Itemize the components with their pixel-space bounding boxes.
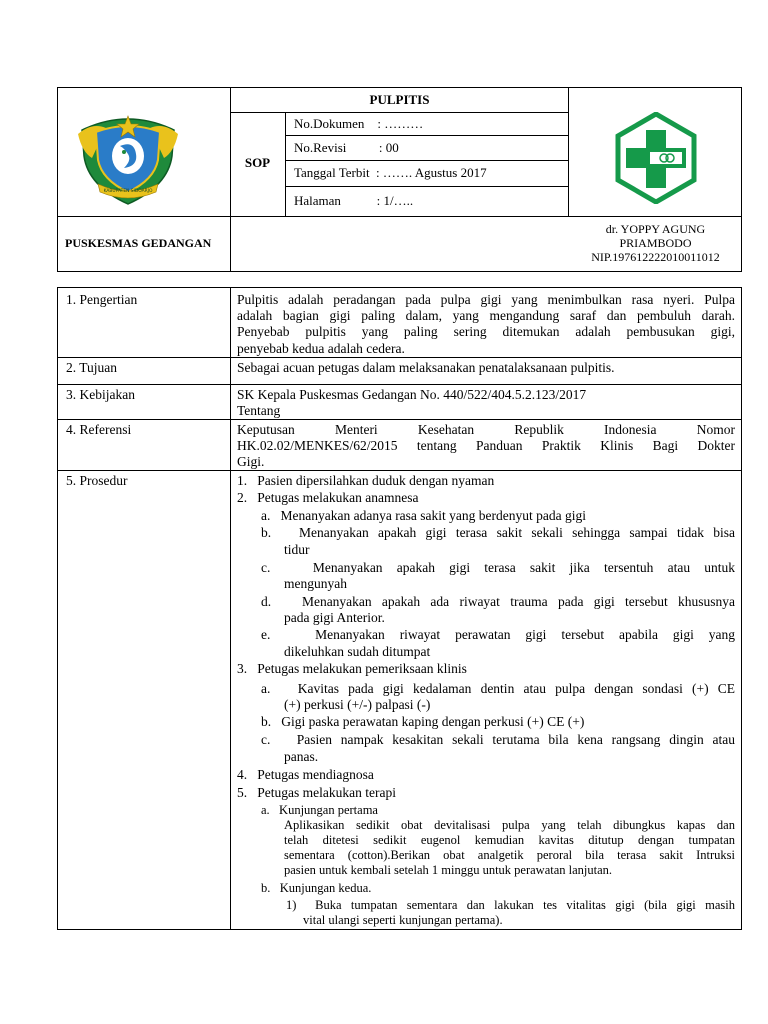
label-referensi: 4. Referensi [66, 422, 132, 437]
sidoarjo-emblem-icon [72, 108, 184, 208]
pengertian-line: Penyebab pulpitis yang paling sering ditemukan adalah pembusukan gigi, [237, 324, 735, 339]
pengertian-line: penyebab kedua adalah cedera. [237, 341, 405, 356]
step-4: 4. Petugas mendiagnosa [237, 767, 374, 782]
step-3c: c. Pasien nampak kesakitan sekali terutama bila kena rangsang dingin atau [261, 732, 735, 747]
label-prosedur: 5. Prosedur [66, 473, 128, 488]
issue-date: Tanggal Terbit : ……. Agustus 2017 [294, 165, 487, 180]
signer-name-line2: PRIAMBODO [619, 236, 692, 250]
svg-text:KABUPATEN SIDOARJO: KABUPATEN SIDOARJO [103, 189, 153, 194]
puskesmas-logo-icon [610, 112, 702, 204]
page-number: Halaman : 1/….. [294, 193, 414, 208]
step-2d-cont: pada gigi Anterior. [284, 610, 385, 625]
sop-label: SOP [244, 155, 271, 170]
step-3b: b. Gigi paska perawatan kaping dengan perkusi (+) CE (+) [261, 714, 585, 729]
step-5a-line: telah ditetesi sedikit eugenol kemudian kavitas ditutup dengan tumpatan [284, 833, 735, 847]
step-2: 2. Petugas melakukan anamnesa [237, 490, 419, 505]
header-divider [285, 112, 286, 216]
referensi-line1: Keputusan Menteri Kesehatan Republik Indonesia Nomor [237, 422, 735, 437]
step-2c-cont: mengunyah [284, 576, 347, 591]
pengertian-line: adalah bagian gigi paling dalam, yang mengandung saraf dan pembuluh darah. [237, 308, 735, 323]
referensi-line2: HK.02.02/MENKES/62/2015 tentang Panduan Praktik Klinis Bagi Dokter [237, 438, 735, 453]
step-5a-line: Aplikasikan sedikit obat devitalisasi pulpa yang telah dibungkus kapas dan [284, 818, 735, 832]
institution-name: PUSKESMAS GEDANGAN [65, 236, 212, 250]
step-1: 1. Pasien dipersilahkan duduk dengan nyaman [237, 473, 495, 488]
step-2a: a. Menanyakan adanya rasa sakit yang berdenyut pada gigi [261, 508, 587, 523]
label-tujuan: 2. Tujuan [66, 360, 118, 375]
header-divider [285, 135, 569, 136]
tujuan-text: Sebagai acuan petugas dalam melaksanakan penatalaksanaan pulpitis. [237, 360, 615, 375]
step-5: 5. Petugas melakukan terapi [237, 785, 396, 800]
signer-name-line1: dr. YOPPY AGUNG [605, 222, 706, 236]
header-divider [230, 87, 231, 272]
step-2e: e. Menanyakan riwayat perawatan gigi tersebut apabila gigi yang [261, 627, 735, 642]
step-5a: a. Kunjungan pertama [261, 803, 378, 817]
step-5a-line: sementara (cotton).Berikan obat analgetik peroral bila terasa sakit Intruksi [284, 848, 735, 862]
step-3c-cont: panas. [284, 749, 319, 764]
label-pengertian: 1. Pengertian [66, 292, 138, 307]
kebijakan-line1: SK Kepala Puskesmas Gedangan No. 440/522/404.5.2.123/2017 [237, 387, 587, 402]
header-divider [230, 112, 569, 113]
step-2d: d. Menanyakan apakah ada riwayat trauma pada gigi tersebut khususnya [261, 594, 735, 609]
referensi-line3: Gigi. [237, 454, 265, 469]
step-5a-line: pasien untuk kembali setelah 1 minggu untuk perawatan lanjutan. [284, 863, 613, 877]
signer-nip: NIP.197612222010011012 [591, 250, 720, 264]
step-2b: b. Menanyakan apakah gigi terasa sakit sekali sehingga sampai tidak bisa [261, 525, 735, 540]
step-3: 3. Petugas melakukan pemeriksaan klinis [237, 661, 467, 676]
step-3a-cont: (+) perkusi (+/-) palpasi (-) [284, 697, 431, 712]
revision: No.Revisi : 00 [294, 140, 399, 155]
header-divider [57, 216, 742, 217]
step-2e-cont: dikeluhkan sudah ditumpat [284, 644, 431, 659]
step-3a: a. Kavitas pada gigi kedalaman dentin atau pulpa dengan sondasi (+) CE [261, 681, 735, 696]
row-divider [57, 384, 742, 385]
document-title: PULPITIS [369, 92, 430, 107]
step-5b-1: 1) Buka tumpatan sementara dan lakukan tes vitalitas gigi (bila gigi masih [286, 898, 735, 912]
step-2c: c. Menanyakan apakah gigi terasa sakit jika tersentuh atau untuk [261, 560, 735, 575]
label-kebijakan: 3. Kebijakan [66, 387, 135, 402]
pengertian-line: Pulpitis adalah peradangan pada pulpa gigi yang menimbulkan rasa nyeri. Pulpa [237, 292, 735, 307]
step-5b: b. Kunjungan kedua. [261, 881, 372, 895]
step-5b-1-cont: vital ulangi seperti kunjungan pertama). [303, 913, 503, 927]
kebijakan-line2: Tentang [237, 403, 281, 418]
header-divider [285, 160, 569, 161]
header-divider [285, 186, 569, 187]
doc-number: No.Dokumen : ……… [294, 116, 424, 131]
step-2b-cont: tidur [284, 542, 310, 557]
